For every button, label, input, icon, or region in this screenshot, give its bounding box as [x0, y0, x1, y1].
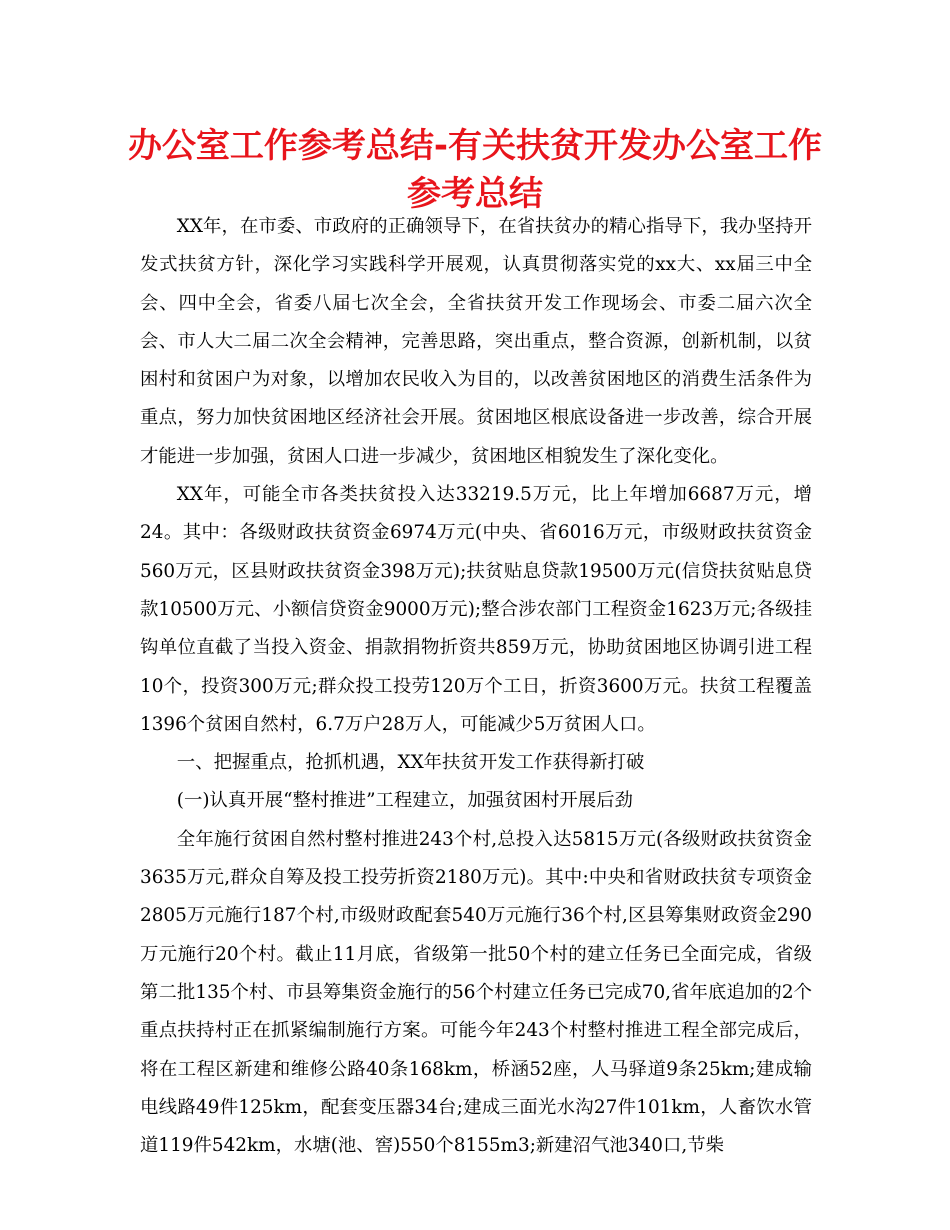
- paragraph-village-project: 全年施行贫困自然村整村推进243个村,总投入达5815万元(各级财政扶贫资金3635万元,群众自筹及投工投劳折资2180万元)。其中:中央和省财政扶贫专项资金2805万元施行187个村,市级财政配套540万元施行36个村,区县筹集财政资金290万元施行20个村。截止11月底，省级第一批50个村的建立任务已全面完成，省级第二批135个村、市县筹集资金施行的56个村建立任务已完成70,省年底追加的2个重点扶持村正在抓紧编制施行方案。可能今年243个村整村推进工程全部完成后，将在工程区新建和维修公路40条168km，桥涵52座，人马驿道9条25km;建成输电线路49件125km，配套变压器34台;建成三面光水沟27件101km，人畜饮水管道119件542km，水塘(池、窖)550个8155m3;新建沼气池340口,节柴: [140, 828, 812, 1157]
- paragraph-investment: XX年，可能全市各类扶贫投入达33219.5万元，比上年增加6687万元，增24。其中：各级财政扶贫资金6974万元(中央、省6016万元，市级财政扶贫资金560万元，区县财政扶贫资金398万元);扶贫贴息贷款19500万元(信贷扶贫贴息贷款10500万元、小额信贷资金9000万元);整合涉农部门工程资金1623万元;各级挂钩单位直截了当投入资金、捐款捐物折资共859万元，协助贫困地区协调引进工程10个，投资300万元;群众投工投劳120万个工日，折资3600万元。扶贫工程覆盖1396个贫困自然村，6.7万户28万人，可能减少5万贫困人口。: [140, 484, 812, 735]
- section-heading-1: 一、把握重点，抢抓机遇，XX年扶贫开发工作获得新打破: [176, 752, 645, 774]
- document-body: [140, 208, 812, 1165]
- paragraph-intro: XX年，在市委、市政府的正确领导下，在省扶贫办的精心指导下，我办坚持开发式扶贫方针，深化学习实践科学开展观，认真贯彻落实党的xx大、xx届三中全会、四中全会，省委八届七次全会，全省扶贫开发工作现场会、市委二届六次全会、市人大二届二次全会精神，完善思路，突出重点，整合资源，创新机制，以贫困村和贫困户为对象，以增加农民收入为目的，以改善贫困地区的消费生活条件为重点，努力加快贫困地区经济社会开展。贫困地区根底设备进一步改善，综合开展才能进一步加强，贫困人口进一步减少，贫困地区相貌发生了深化变化。: [140, 216, 812, 467]
- subsection-heading-1: (一)认真开展“整村推进”工程建立，加强贫困村开展后劲: [176, 790, 633, 812]
- document-title: 办公室工作参考总结-有关扶贫开发办公室工作参考总结: [127, 126, 823, 214]
